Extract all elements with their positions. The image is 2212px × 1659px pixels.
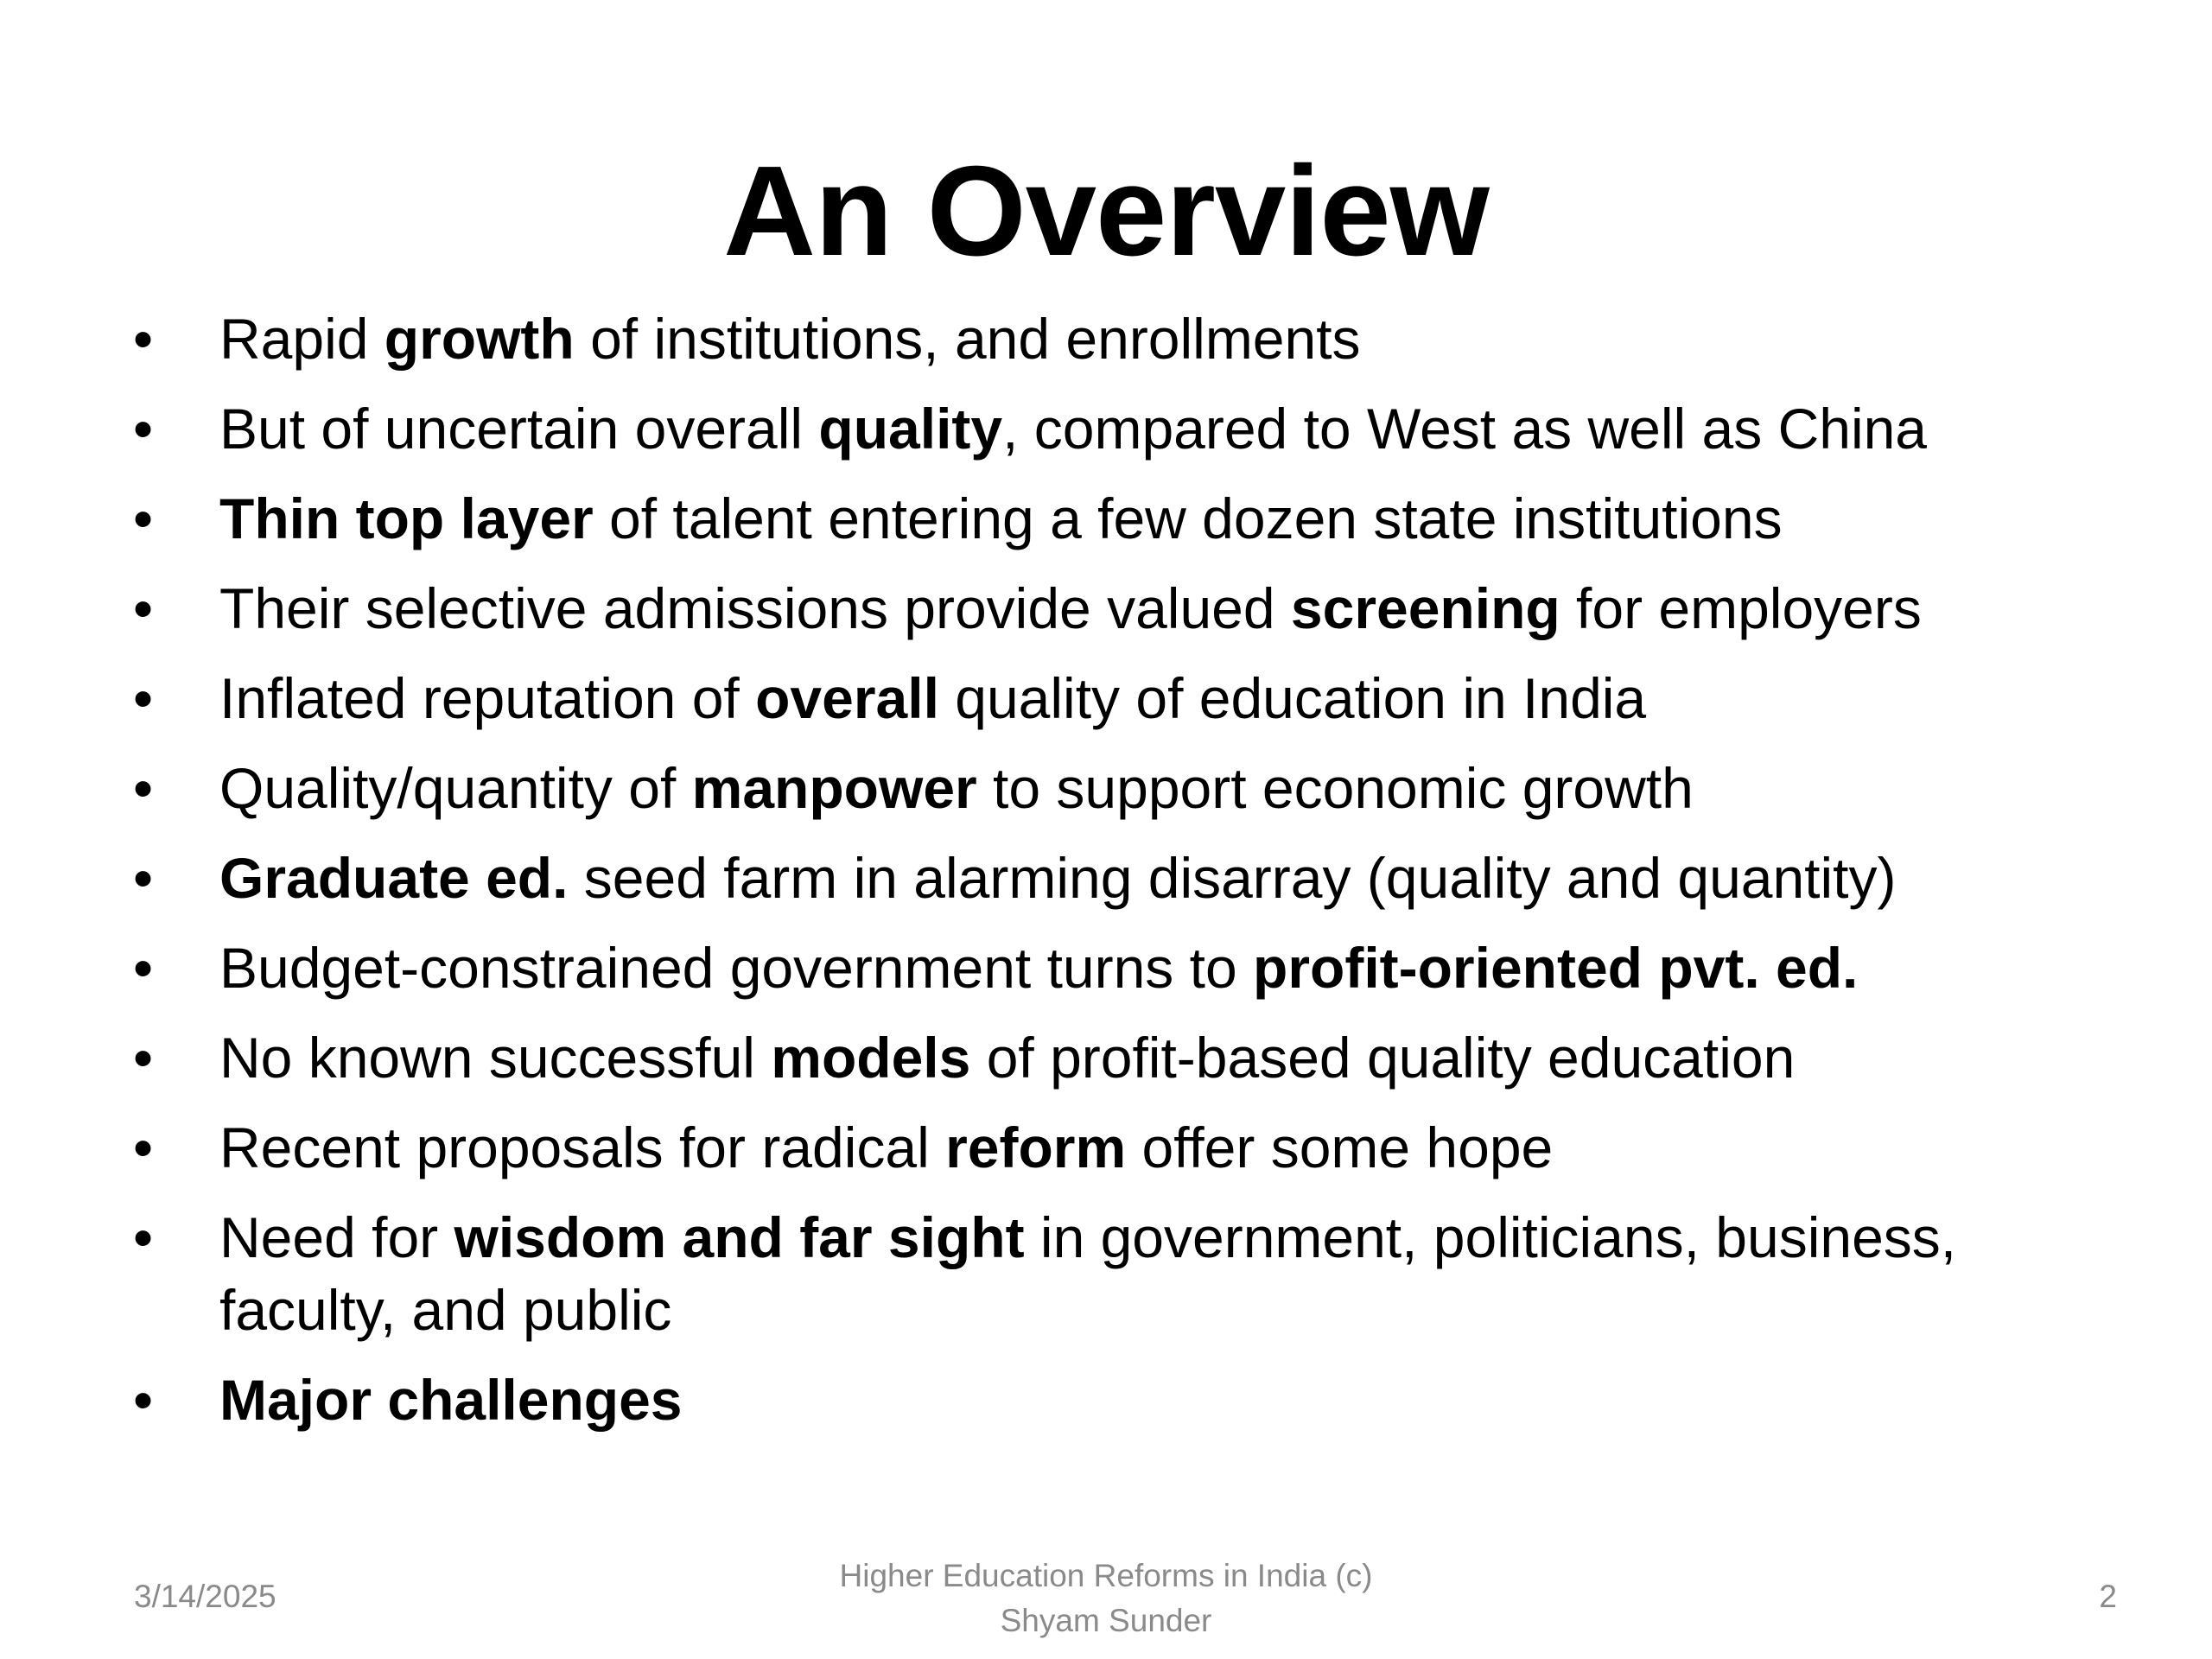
bullet-icon: • (133, 1026, 154, 1090)
bullet-icon: • (133, 846, 154, 910)
bullet-icon: • (133, 666, 154, 730)
bullet-text: Graduate ed. seed farm in alarming disarray (quality and quantity) (219, 846, 1897, 910)
bullet-item (130, 662, 2117, 734)
bullet-item (130, 1363, 2117, 1436)
footer-date: 3/14/2025 (134, 1579, 276, 1614)
slide-title: An Overview (723, 140, 1489, 283)
bullet-icon: • (133, 397, 154, 461)
bullet-item (130, 1111, 2117, 1184)
bullet-text: Need for wisdom and far sight in government, politicians, business, faculty, and public (219, 1205, 1957, 1342)
bullet-item (130, 1201, 2117, 1346)
bullet-item (130, 931, 2117, 1004)
bullet-icon: • (133, 307, 154, 371)
bullet-text: Quality/quantity of manpower to support economic growth (219, 756, 1694, 820)
bullet-text: Inflated reputation of overall quality of education in India (219, 666, 1647, 730)
footer-title-line-1: Higher Education Reforms in India (c) (839, 1558, 1373, 1593)
footer-title-line-2: Shyam Sunder (1000, 1603, 1212, 1638)
bullet-text: But of uncertain overall quality, compared to West as well as China (219, 397, 1928, 461)
bullet-item (130, 572, 2117, 645)
bullet-item (130, 482, 2117, 555)
bullet-icon: • (133, 576, 154, 640)
bullet-icon: • (133, 936, 154, 1000)
bullet-icon: • (133, 1116, 154, 1179)
bullet-text: No known successful models of profit-based quality education (219, 1026, 1796, 1090)
bullet-item (130, 752, 2117, 824)
bullet-icon: • (133, 1368, 154, 1432)
bullet-item (130, 842, 2117, 914)
bullet-list (130, 302, 2117, 1453)
bullet-text: Budget-constrained government turns to profit-oriented pvt. ed. (219, 936, 1859, 1000)
bullet-text: Rapid growth of institutions, and enrollments (219, 307, 1361, 371)
bullet-text: Recent proposals for radical reform offer some hope (219, 1116, 1554, 1179)
bullet-icon: • (133, 1205, 154, 1269)
footer-page-number: 2 (2099, 1579, 2117, 1614)
bullet-text: Major challenges (219, 1368, 683, 1432)
bullet-item (130, 1021, 2117, 1094)
bullet-text: Their selective admissions provide valued screening for employers (219, 576, 1922, 640)
bullet-icon: • (133, 756, 154, 820)
bullet-icon: • (133, 486, 154, 550)
bullet-item (130, 302, 2117, 375)
bullet-text: Thin top layer of talent entering a few dozen state institutions (219, 486, 1783, 550)
bullet-item (130, 392, 2117, 465)
footer-title (760, 1554, 1452, 1643)
